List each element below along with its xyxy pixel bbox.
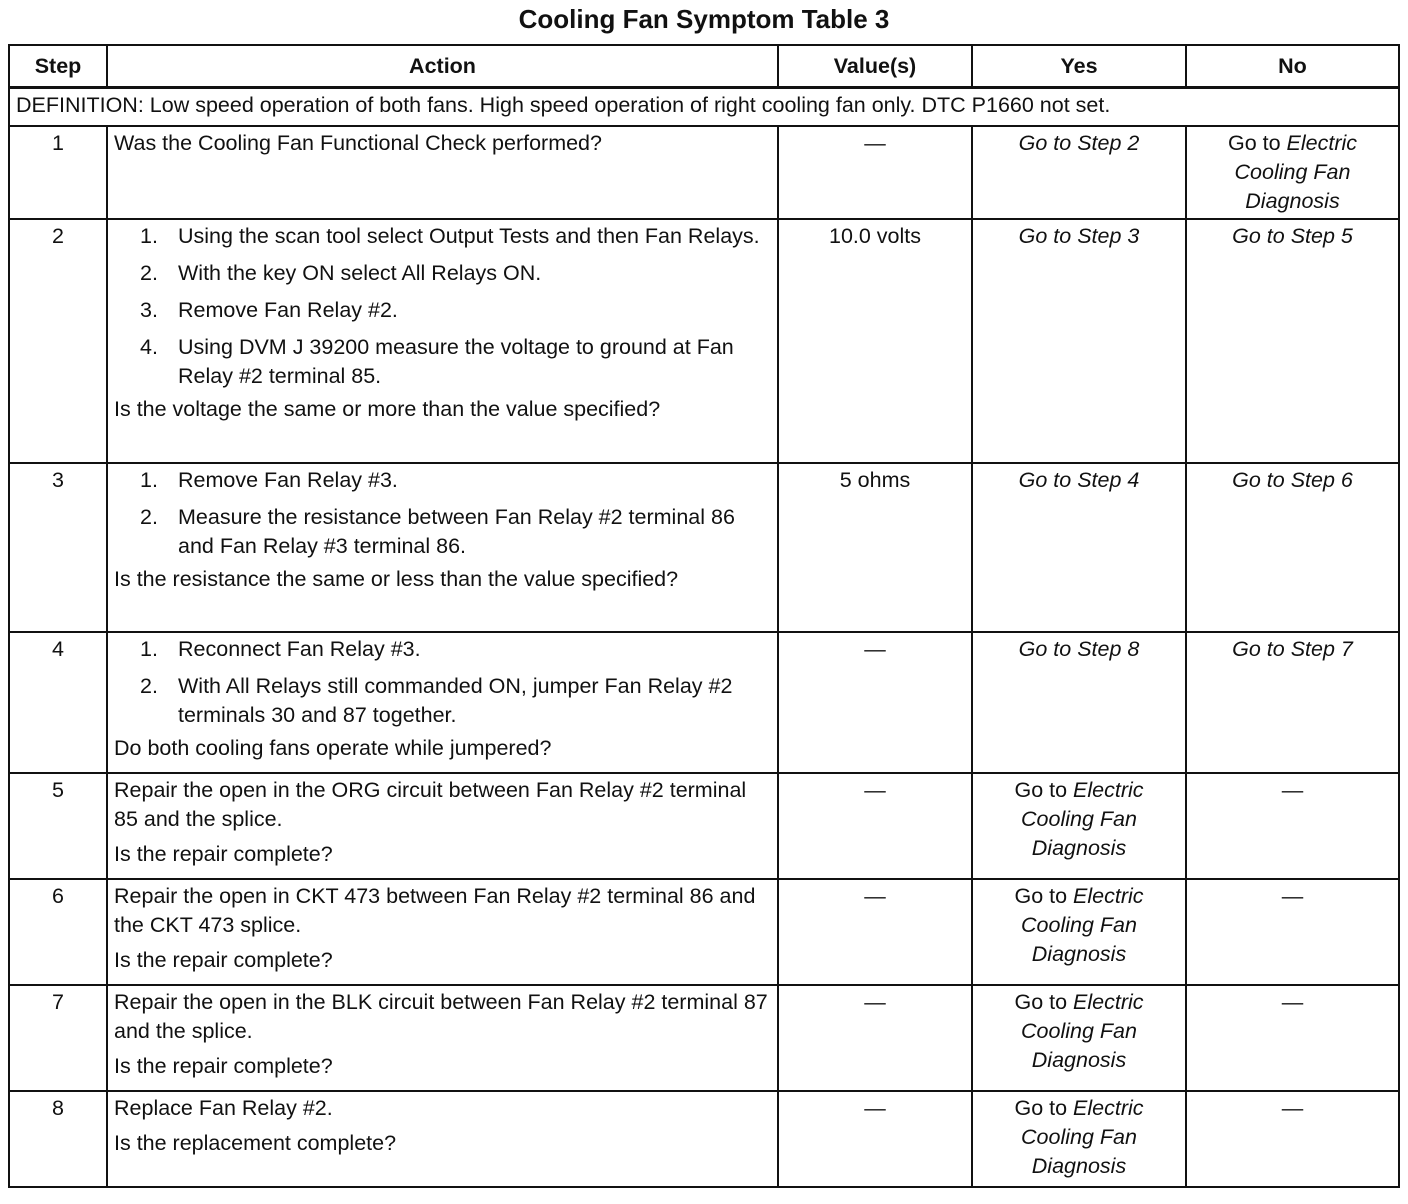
yes-goto: Go to Step 2	[1018, 131, 1140, 155]
header-row	[9, 45, 1399, 88]
action-question: Is the resistance the same or less than the value specified?	[114, 567, 679, 591]
table-row	[9, 1091, 1399, 1187]
action-steps	[114, 466, 771, 561]
action-cell	[107, 985, 778, 1091]
yes-cell: Go to Step 4	[972, 463, 1186, 632]
page-title: Cooling Fan Symptom Table 3	[518, 4, 890, 34]
action-text: Repair the open in the BLK circuit between Fan Relay #2 terminal 87 and the splice.	[114, 990, 768, 1043]
table-row	[9, 463, 1399, 632]
action-step: 4. Using DVM J 39200 measure the voltage to ground at Fan Relay #2 terminal 85.	[140, 335, 734, 388]
symptom-table	[8, 44, 1400, 1188]
value-cell: —	[778, 985, 972, 1091]
header-action: Action	[107, 45, 778, 88]
yes-cell: Go to Electric Cooling Fan Diagnosis	[972, 985, 1186, 1091]
action-question: Do both cooling fans operate while jumpered?	[114, 736, 552, 760]
no-cell	[1186, 126, 1399, 219]
action-question: Was the Cooling Fan Functional Check performed?	[114, 131, 602, 155]
value-cell: 10.0 volts	[778, 219, 972, 463]
step-number: 8	[9, 1091, 107, 1187]
header-values: Value(s)	[778, 45, 972, 88]
action-cell	[107, 219, 778, 463]
step-number: 5	[9, 773, 107, 879]
action-question: Is the replacement complete?	[114, 1131, 397, 1155]
step-number: 4	[9, 632, 107, 773]
action-steps	[114, 635, 771, 730]
action-text: Replace Fan Relay #2.	[114, 1096, 333, 1120]
action-question: Is the repair complete?	[114, 948, 333, 972]
step-number: 3	[9, 463, 107, 632]
no-cell: —	[1186, 985, 1399, 1091]
table-row	[9, 219, 1399, 463]
action-step: 1. Remove Fan Relay #3.	[140, 468, 398, 492]
definition-row	[9, 88, 1399, 127]
action-question: Is the voltage the same or more than the value specified?	[114, 397, 661, 421]
action-step: 1. Reconnect Fan Relay #3.	[140, 637, 421, 661]
no-cell: —	[1186, 773, 1399, 879]
no-cell: Go to Step 6	[1186, 463, 1399, 632]
no-cell: Go to Step 7	[1186, 632, 1399, 773]
yes-cell: Go to Electric Cooling Fan Diagnosis	[972, 1091, 1186, 1187]
action-cell	[107, 773, 778, 879]
table-row	[9, 773, 1399, 879]
no-goto-link: Electric	[1286, 131, 1358, 155]
value-cell: —	[778, 773, 972, 879]
definition-text: DEFINITION: Low speed operation of both fans. High speed operation of right cooling fan only. DTC P1660 not set.	[9, 88, 1399, 127]
action-cell	[107, 463, 778, 632]
yes-cell	[972, 126, 1186, 219]
step-number: 6	[9, 879, 107, 985]
yes-cell: Go to Electric Cooling Fan Diagnosis	[972, 773, 1186, 879]
no-cell: —	[1186, 1091, 1399, 1187]
yes-cell: Go to Step 8	[972, 632, 1186, 773]
action-cell	[107, 1091, 778, 1187]
action-text: Repair the open in CKT 473 between Fan Relay #2 terminal 86 and the CKT 473 splice.	[114, 884, 756, 937]
step-number: 1	[9, 126, 107, 219]
action-step: 3. Remove Fan Relay #2.	[140, 298, 398, 322]
action-question: Is the repair complete?	[114, 1054, 333, 1078]
no-goto-prefix: Go to	[1227, 131, 1281, 155]
action-step: 1. Using the scan tool select Output Tests and then Fan Relays.	[140, 224, 760, 248]
no-goto-link-3: Diagnosis	[1245, 189, 1340, 213]
yes-cell: Go to Electric Cooling Fan Diagnosis	[972, 879, 1186, 985]
value-cell: 5 ohms	[778, 463, 972, 632]
table-row	[9, 632, 1399, 773]
action-cell	[107, 632, 778, 773]
value-cell: —	[778, 879, 972, 985]
step-number: 2	[9, 219, 107, 463]
no-cell: —	[1186, 879, 1399, 985]
value-cell: —	[778, 126, 972, 219]
action-steps	[114, 222, 771, 391]
value-cell: —	[778, 632, 972, 773]
table-row	[9, 126, 1399, 219]
yes-cell: Go to Step 3	[972, 219, 1186, 463]
step-number: 7	[9, 985, 107, 1091]
header-no: No	[1186, 45, 1399, 88]
table-row	[9, 985, 1399, 1091]
action-step: 2. Measure the resistance between Fan Relay #2 terminal 86 and Fan Relay #3 terminal 86.	[140, 505, 735, 558]
no-goto-link-2: Cooling Fan	[1234, 160, 1351, 184]
no-cell: Go to Step 5	[1186, 219, 1399, 463]
action-step: 2. With All Relays still commanded ON, jumper Fan Relay #2 terminals 30 and 87 together.	[140, 674, 733, 727]
action-cell	[107, 879, 778, 985]
action-text: Repair the open in the ORG circuit between Fan Relay #2 terminal 85 and the splice.	[114, 778, 747, 831]
action-cell	[107, 126, 778, 219]
table-row	[9, 879, 1399, 985]
action-step: 2. With the key ON select All Relays ON.	[140, 261, 542, 285]
header-yes: Yes	[972, 45, 1186, 88]
action-question: Is the repair complete?	[114, 842, 333, 866]
header-step: Step	[9, 45, 107, 88]
value-cell: —	[778, 1091, 972, 1187]
